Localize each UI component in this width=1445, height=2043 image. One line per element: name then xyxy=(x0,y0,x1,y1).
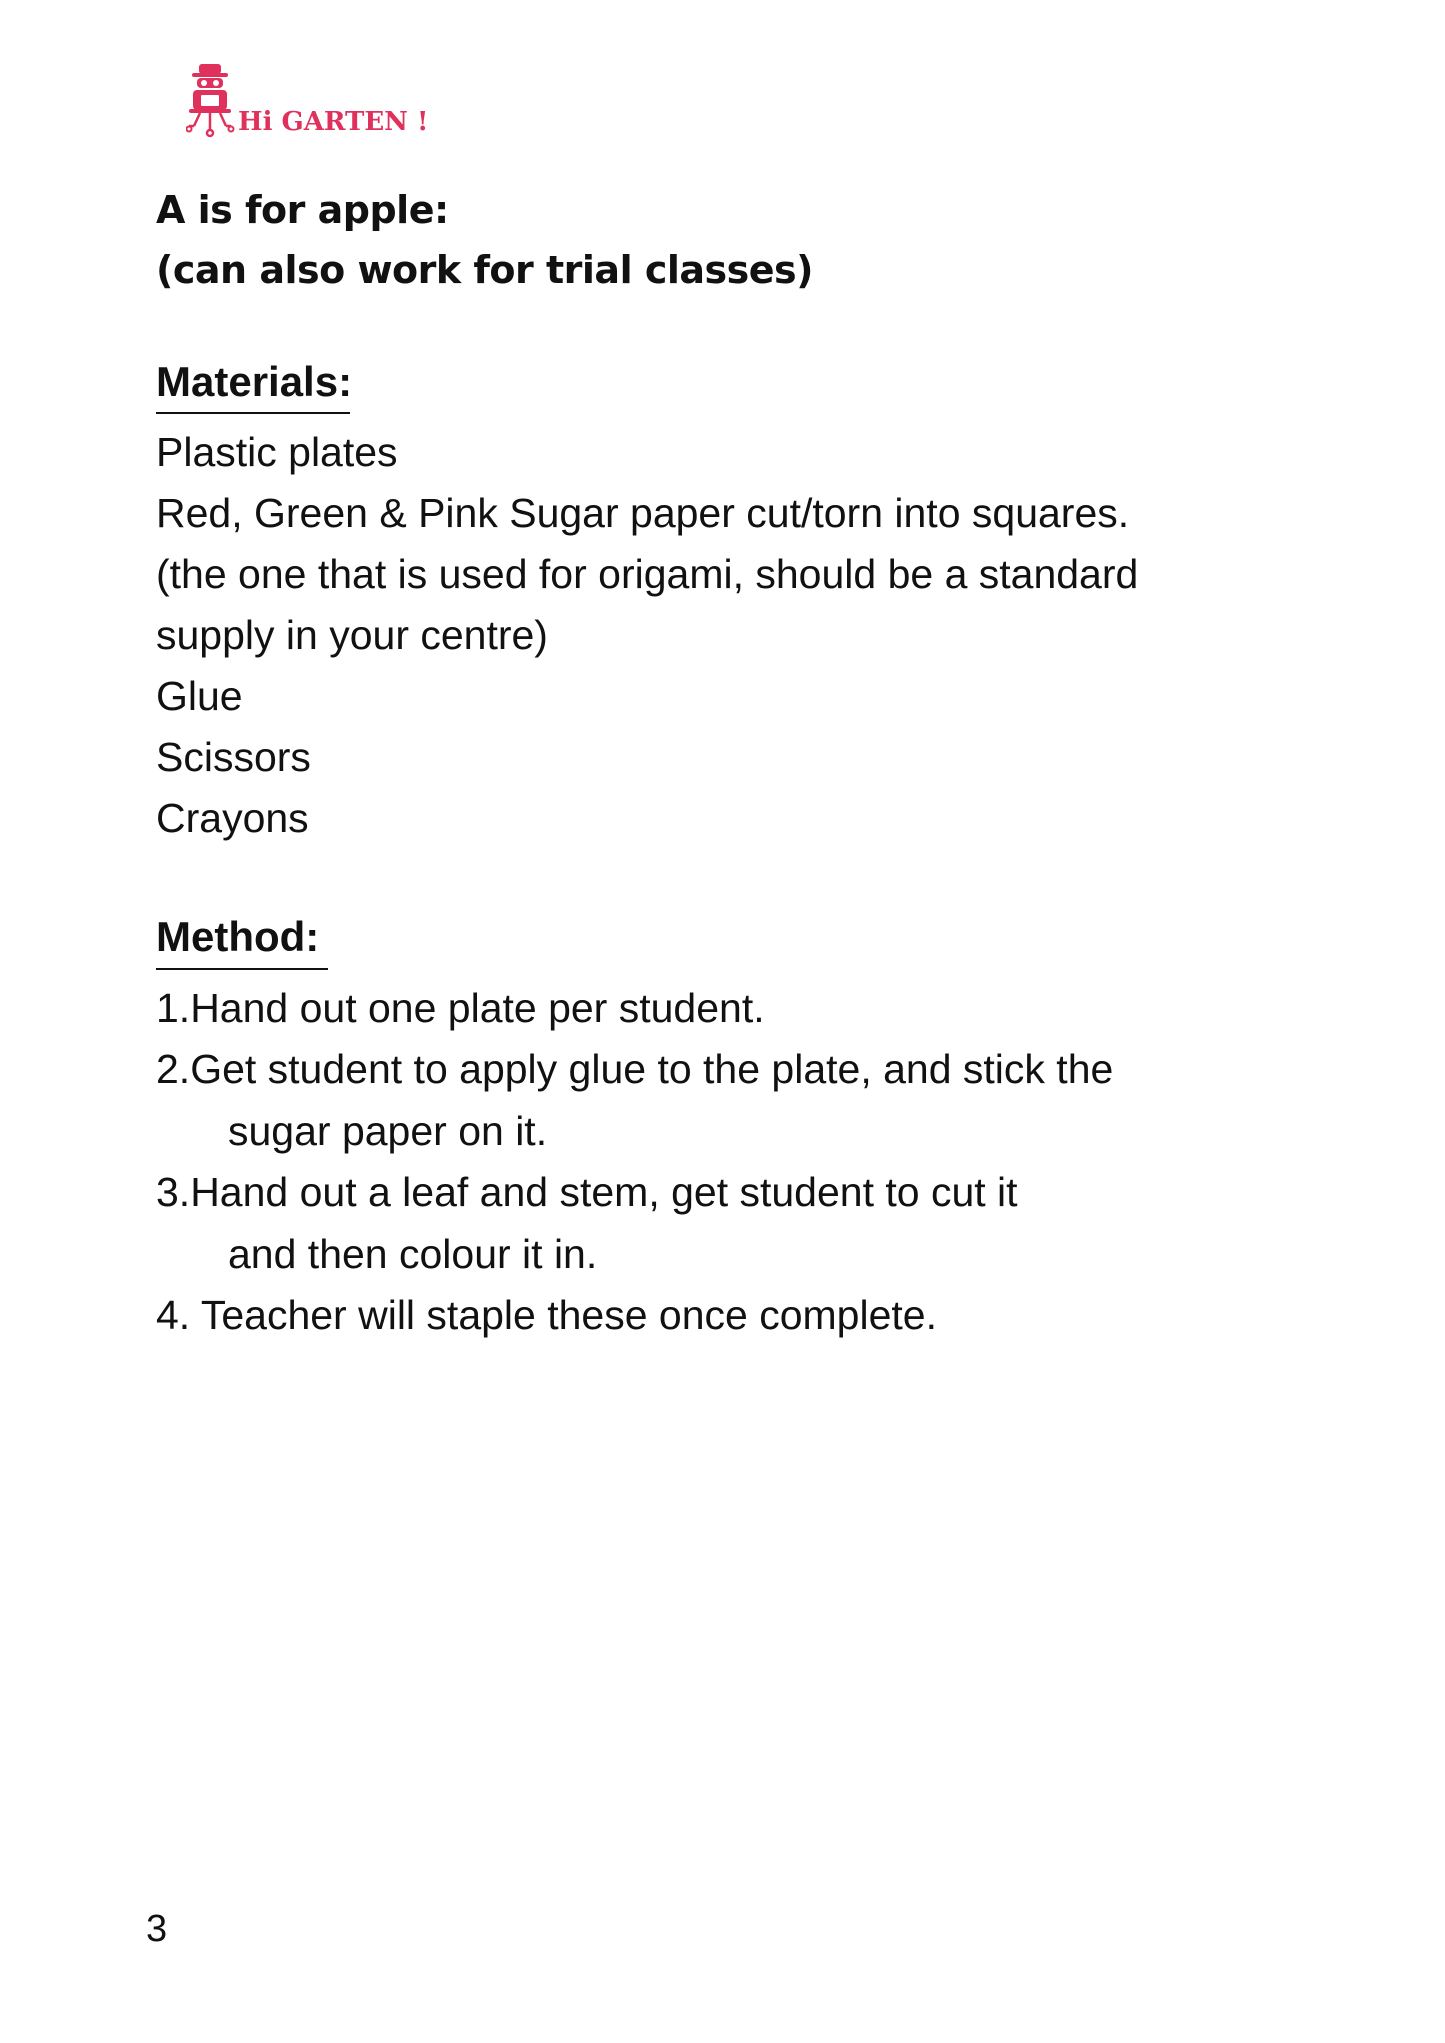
materials-item: Red, Green & Pink Sugar paper cut/torn into squares. xyxy=(156,490,1130,536)
method-step-continuation: and then colour it in. xyxy=(228,1231,598,1277)
materials-item: Glue xyxy=(156,673,243,719)
title-line-2: (can also work for trial classes) xyxy=(156,248,814,292)
method-step: 2.Get student to apply glue to the plate, and stick the xyxy=(156,1046,1114,1092)
page-number: 3 xyxy=(146,1908,168,1950)
method-step: 3.Hand out a leaf and stem, get student to cut it xyxy=(156,1169,1018,1215)
materials-item: (the one that is used for origami, should be a standard xyxy=(156,551,1139,597)
method-step: 4. Teacher will staple these once complete. xyxy=(156,1292,937,1338)
materials-item: Plastic plates xyxy=(156,429,398,475)
materials-heading-underline xyxy=(156,412,350,414)
materials-item: supply in your centre) xyxy=(156,612,548,658)
brand-logo xyxy=(186,62,429,142)
method-step-continuation: sugar paper on it. xyxy=(228,1108,548,1154)
materials-item: Scissors xyxy=(156,734,311,780)
method-step: 1.Hand out one plate per student. xyxy=(156,985,765,1031)
materials-heading: Materials: xyxy=(156,358,353,405)
method-heading-underline xyxy=(156,968,328,970)
brand-name: Hi GARTEN ! xyxy=(238,107,429,137)
method-heading: Method: xyxy=(156,913,320,960)
robot-mascot-icon xyxy=(186,62,236,142)
activity-title xyxy=(156,180,813,300)
title-line-1: A is for apple: xyxy=(156,188,449,232)
materials-item: Crayons xyxy=(156,795,309,841)
